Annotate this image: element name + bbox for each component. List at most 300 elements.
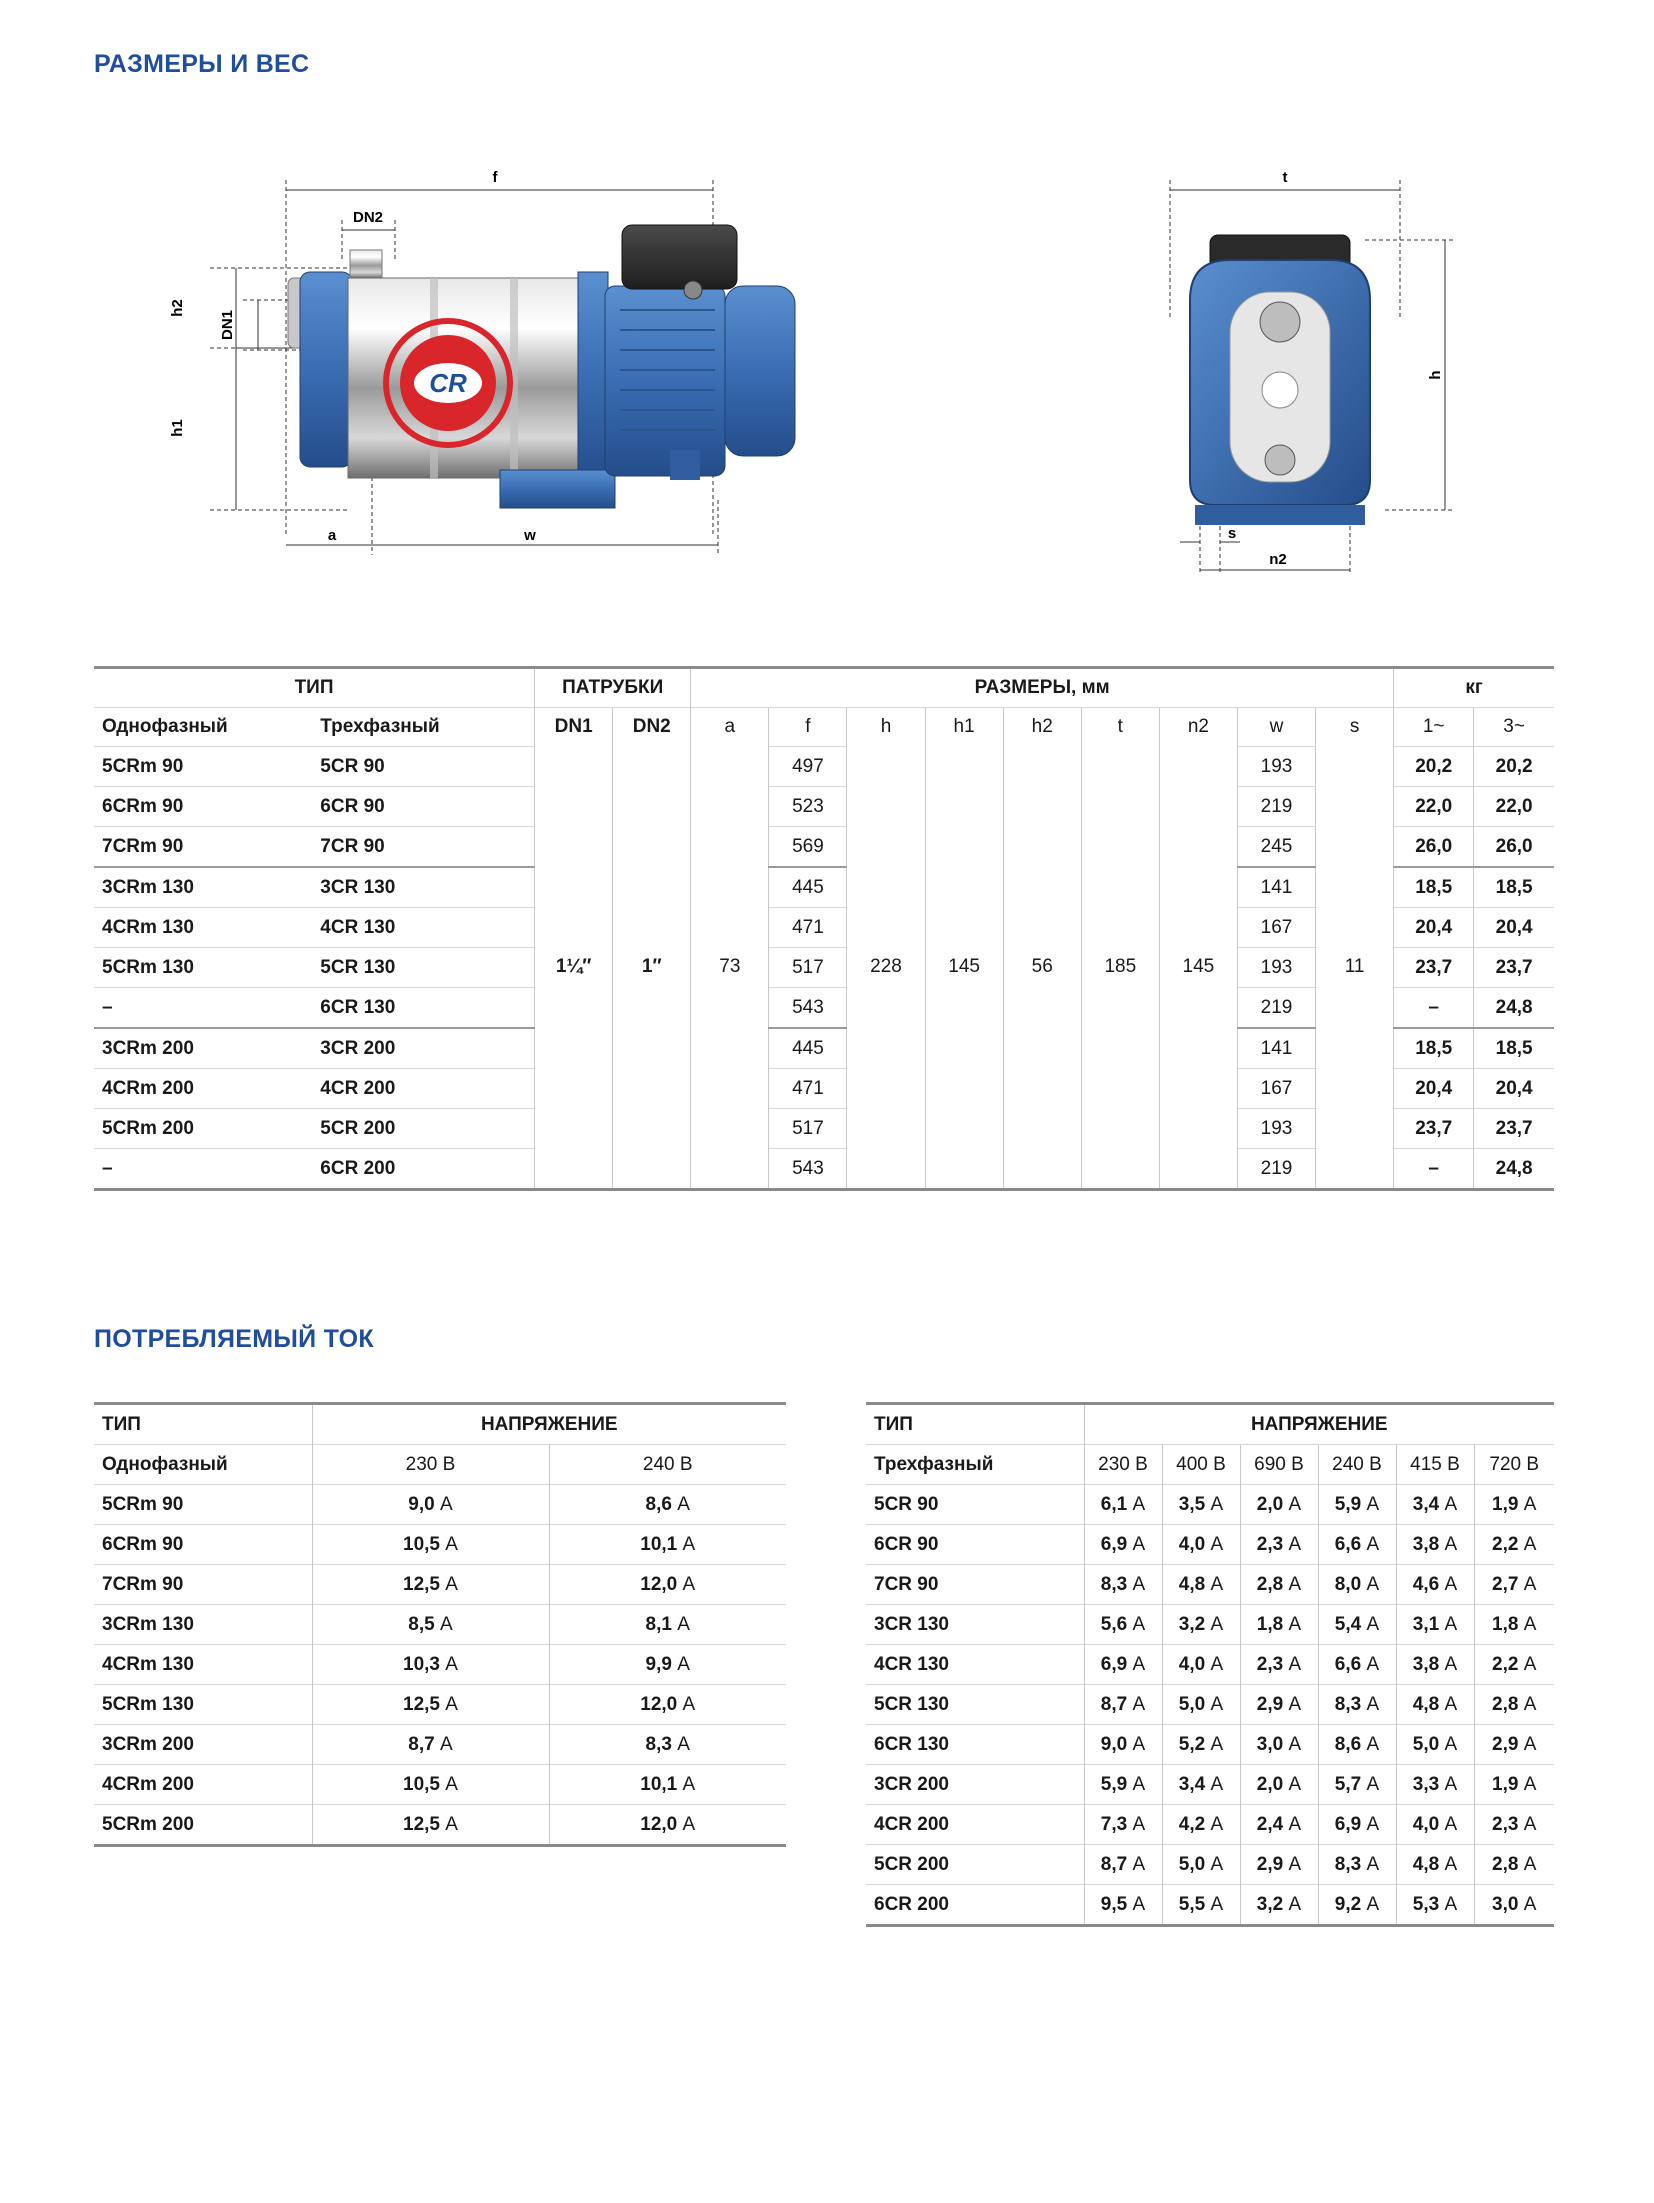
current-value: 2,9 (1256, 1693, 1284, 1715)
cell-w: 141 (1237, 1028, 1315, 1069)
dims-subheader: h2 (1003, 708, 1081, 747)
cell-current (1240, 1565, 1318, 1605)
current-unit: А (677, 1613, 690, 1635)
cell-f: 445 (769, 1028, 847, 1069)
cell-three-phase: 4CR 130 (312, 908, 534, 948)
current-unit: А (445, 1693, 458, 1715)
current-value: 3,5 (1178, 1493, 1206, 1515)
dim-label-w: w (524, 527, 536, 544)
current-value: 2,3 (1256, 1533, 1284, 1555)
cell-current (1162, 1565, 1240, 1605)
current-unit: А (1366, 1733, 1380, 1755)
cell-current (549, 1525, 786, 1565)
current-unit: А (1366, 1533, 1380, 1555)
cell-w: 167 (1237, 908, 1315, 948)
current-value: 8,0 (1334, 1573, 1362, 1595)
table-row (866, 1685, 1554, 1725)
current-unit: А (1444, 1813, 1458, 1835)
current-unit: А (1288, 1613, 1302, 1635)
table-row (94, 1605, 786, 1645)
cell-shared-dn2: 1″ (613, 747, 691, 1190)
cell-current (1162, 1725, 1240, 1765)
cell-single-phase: 3CRm 200 (94, 1028, 312, 1069)
cell-current (1084, 1645, 1162, 1685)
current-value: 9,0 (1100, 1733, 1128, 1755)
current-value: 2,0 (1256, 1493, 1284, 1515)
current-value: 8,3 (645, 1733, 672, 1755)
current-unit: А (1210, 1773, 1224, 1795)
cell-w: 193 (1237, 747, 1315, 787)
cur2-header-phase: Трехфазный (866, 1445, 1084, 1485)
cell-current (1396, 1845, 1474, 1885)
dim-label-t: t (1282, 169, 1288, 186)
current-value: 9,9 (645, 1653, 672, 1675)
current-value: 1,8 (1492, 1613, 1519, 1635)
cell-w: 167 (1237, 1069, 1315, 1109)
current-unit: А (1523, 1693, 1537, 1715)
cur1-header-phase: Однофазный (94, 1445, 312, 1485)
current-value: 5,2 (1178, 1733, 1206, 1755)
current-unit: А (1288, 1573, 1302, 1595)
cell-single-phase: 5CRm 130 (94, 948, 312, 988)
cell-type: 4CR 200 (866, 1805, 1084, 1845)
current-unit: А (1444, 1853, 1458, 1875)
current-unit: А (1210, 1493, 1224, 1515)
current-value: 6,6 (1334, 1533, 1362, 1555)
cell-kg-three: 18,5 (1474, 867, 1554, 908)
svg-text:CR: CR (429, 368, 467, 398)
cell-current (1474, 1885, 1554, 1926)
cell-kg-single: 20,2 (1394, 747, 1474, 787)
cell-type: 4CR 130 (866, 1645, 1084, 1685)
table-row (866, 1725, 1554, 1765)
current-unit: А (1366, 1813, 1380, 1835)
cell-single-phase: 4CRm 200 (94, 1069, 312, 1109)
cell-kg-single: 26,0 (1394, 827, 1474, 868)
cell-current (1318, 1485, 1396, 1525)
current-value: 3,2 (1256, 1893, 1284, 1915)
cell-current (1084, 1725, 1162, 1765)
cell-single-phase: 5CRm 200 (94, 1109, 312, 1149)
table-row (94, 1525, 786, 1565)
cell-w: 141 (1237, 867, 1315, 908)
cell-three-phase: 6CR 90 (312, 787, 534, 827)
cell-f: 543 (769, 988, 847, 1029)
cell-current (312, 1485, 549, 1525)
cell-type: 6CR 200 (866, 1885, 1084, 1926)
cell-type: 5CR 90 (866, 1485, 1084, 1525)
cell-current (1318, 1565, 1396, 1605)
dims-subheader: 3~ (1474, 708, 1554, 747)
cur2-header-volt: 720 В (1474, 1445, 1554, 1485)
cell-kg-single: – (1394, 988, 1474, 1029)
current-value: 5,0 (1178, 1693, 1206, 1715)
cell-current (549, 1605, 786, 1645)
current-unit: А (1523, 1613, 1537, 1635)
current-unit: А (1523, 1533, 1537, 1555)
current-unit: А (1132, 1573, 1146, 1595)
cell-current (1318, 1645, 1396, 1685)
cell-type: 4CRm 130 (94, 1645, 312, 1685)
current-value: 3,1 (1412, 1613, 1440, 1635)
table-row (866, 1805, 1554, 1845)
current-unit: А (1288, 1533, 1302, 1555)
current-unit: А (440, 1613, 453, 1635)
cell-current (1474, 1485, 1554, 1525)
cell-current (549, 1765, 786, 1805)
cell-w: 193 (1237, 948, 1315, 988)
cell-kg-single: 23,7 (1394, 948, 1474, 988)
cell-three-phase: 3CR 200 (312, 1028, 534, 1069)
current-value: 2,8 (1492, 1693, 1519, 1715)
current-value: 5,5 (1178, 1893, 1206, 1915)
current-unit: А (1210, 1573, 1224, 1595)
cell-current (1474, 1765, 1554, 1805)
dims-subheader: f (769, 708, 847, 747)
cell-current (1474, 1725, 1554, 1765)
current-unit: А (1132, 1613, 1146, 1635)
current-unit: А (1444, 1613, 1458, 1635)
cell-current (1240, 1805, 1318, 1845)
cell-current (549, 1685, 786, 1725)
dims-subheader: DN2 (613, 708, 691, 747)
cur2-header-type: ТИП (874, 1413, 913, 1435)
cell-shared-a: 73 (691, 747, 769, 1190)
current-value: 12,5 (403, 1813, 440, 1835)
cell-kg-three: 18,5 (1474, 1028, 1554, 1069)
current-value: 8,7 (408, 1733, 435, 1755)
cell-current (1240, 1645, 1318, 1685)
cell-current (1084, 1765, 1162, 1805)
dim-label-f: f (492, 169, 498, 186)
dims-subheader: h1 (925, 708, 1003, 747)
cell-shared-h2: 56 (1003, 747, 1081, 1190)
current-value: 3,3 (1412, 1773, 1440, 1795)
current-unit: А (1132, 1813, 1146, 1835)
cell-current (549, 1645, 786, 1685)
cell-f: 497 (769, 747, 847, 787)
current-unit: А (1288, 1893, 1302, 1915)
cur1-header-voltage: НАПРЯЖЕНИЕ (312, 1404, 786, 1445)
current-unit: А (1132, 1693, 1146, 1715)
dims-header-sizes: РАЗМЕРЫ, мм (691, 668, 1394, 708)
current-value: 8,3 (1100, 1573, 1128, 1595)
dim-label-s: s (1227, 525, 1237, 542)
cell-single-phase: 3CRm 130 (94, 867, 312, 908)
cell-current (549, 1805, 786, 1846)
cell-shared-h1: 145 (925, 747, 1003, 1190)
cell-current (1240, 1485, 1318, 1525)
dim-label-dn1: DN1 (219, 309, 236, 341)
dims-subheader: t (1081, 708, 1159, 747)
current-value: 5,3 (1412, 1893, 1440, 1915)
dims-subheader: a (691, 708, 769, 747)
dims-subheader: Трехфазный (312, 708, 534, 747)
current-value: 7,3 (1100, 1813, 1128, 1835)
cell-current (1084, 1565, 1162, 1605)
current-value: 4,6 (1412, 1573, 1440, 1595)
current-unit: А (1523, 1733, 1537, 1755)
current-unit: А (445, 1773, 458, 1795)
cell-w: 219 (1237, 988, 1315, 1029)
current-unit: А (1444, 1773, 1458, 1795)
cell-current (1084, 1685, 1162, 1725)
current-unit: А (1366, 1613, 1380, 1635)
cell-three-phase: 3CR 130 (312, 867, 534, 908)
current-unit: А (1288, 1813, 1302, 1835)
current-value: 4,8 (1412, 1693, 1440, 1715)
cell-f: 569 (769, 827, 847, 868)
cell-current (1318, 1605, 1396, 1645)
current-value: 1,8 (1256, 1613, 1284, 1635)
cur1-header-type: ТИП (102, 1413, 141, 1435)
current-unit: А (445, 1573, 458, 1595)
current-value: 6,9 (1100, 1533, 1128, 1555)
cell-current (312, 1765, 549, 1805)
cell-current (1240, 1845, 1318, 1885)
cell-current (1474, 1845, 1554, 1885)
current-unit: А (1366, 1893, 1380, 1915)
table-row (94, 1485, 786, 1525)
cell-type: 4CRm 200 (94, 1765, 312, 1805)
dims-subheader: h (847, 708, 925, 747)
current-unit: А (1132, 1853, 1146, 1875)
cell-kg-three: 20,2 (1474, 747, 1554, 787)
current-value: 4,8 (1178, 1573, 1206, 1595)
cell-kg-single: 22,0 (1394, 787, 1474, 827)
cell-w: 193 (1237, 1109, 1315, 1149)
cell-current (312, 1685, 549, 1725)
cell-current (1240, 1605, 1318, 1645)
cell-type: 7CR 90 (866, 1565, 1084, 1605)
current-value: 2,2 (1492, 1533, 1519, 1555)
current-value: 8,5 (408, 1613, 435, 1635)
cell-current (1084, 1485, 1162, 1525)
current-unit: А (1288, 1733, 1302, 1755)
cell-kg-three: 24,8 (1474, 1149, 1554, 1190)
current-value: 10,1 (640, 1533, 678, 1555)
current-value: 10,3 (403, 1653, 440, 1675)
cell-current (1162, 1885, 1240, 1926)
cell-type: 3CR 130 (866, 1605, 1084, 1645)
cell-shared-t: 185 (1081, 747, 1159, 1190)
cell-current (1162, 1525, 1240, 1565)
current-value: 8,3 (1334, 1693, 1362, 1715)
cell-w: 245 (1237, 827, 1315, 868)
current-value: 6,1 (1100, 1493, 1128, 1515)
current-unit: А (1523, 1893, 1537, 1915)
current-unit: А (1523, 1493, 1537, 1515)
current-value: 2,2 (1492, 1653, 1519, 1675)
current-unit: А (1366, 1653, 1380, 1675)
current-unit: А (1523, 1773, 1537, 1795)
cell-current (1318, 1525, 1396, 1565)
current-unit: А (1210, 1733, 1224, 1755)
cell-current (1396, 1525, 1474, 1565)
table-row (866, 1525, 1554, 1565)
cell-three-phase: 7CR 90 (312, 827, 534, 868)
dim-label-dn2: DN2 (352, 209, 384, 226)
current-value: 12,5 (403, 1573, 440, 1595)
cell-current (1396, 1645, 1474, 1685)
cell-type: 5CR 200 (866, 1845, 1084, 1885)
cell-kg-single: 23,7 (1394, 1109, 1474, 1149)
table-row (866, 1605, 1554, 1645)
cell-single-phase: 4CRm 130 (94, 908, 312, 948)
current-unit: А (1366, 1773, 1380, 1795)
table-row (94, 1645, 786, 1685)
cell-current (1474, 1645, 1554, 1685)
cell-current (312, 1525, 549, 1565)
current-unit: А (682, 1693, 696, 1715)
current-unit: А (1210, 1853, 1224, 1875)
cell-kg-three: 20,4 (1474, 908, 1554, 948)
cell-current (1318, 1685, 1396, 1725)
cell-current (312, 1605, 549, 1645)
current-value: 3,4 (1412, 1493, 1440, 1515)
cell-current (1240, 1725, 1318, 1765)
current-unit: А (445, 1533, 458, 1555)
current-value: 2,9 (1492, 1733, 1519, 1755)
cell-shared-h: 228 (847, 747, 925, 1190)
current-value: 12,0 (640, 1573, 678, 1595)
cell-shared-dn1: 1¼″ (535, 747, 613, 1190)
cell-single-phase: 7CRm 90 (94, 827, 312, 868)
current-unit: А (1366, 1693, 1380, 1715)
current-unit: А (1210, 1813, 1224, 1835)
cell-kg-three: 23,7 (1474, 1109, 1554, 1149)
cell-single-phase: 6CRm 90 (94, 787, 312, 827)
table-row (94, 1685, 786, 1725)
current-unit: А (1132, 1733, 1146, 1755)
dim-label-h1: h1 (169, 419, 186, 437)
current-unit: А (1366, 1573, 1380, 1595)
current-unit: А (445, 1813, 458, 1835)
current-unit: А (1132, 1493, 1146, 1515)
current-value: 2,9 (1256, 1853, 1284, 1875)
current-value: 6,9 (1100, 1653, 1128, 1675)
current-value: 5,4 (1334, 1613, 1362, 1635)
cell-current (1396, 1565, 1474, 1605)
current-unit: А (1523, 1653, 1537, 1675)
cell-current (1396, 1765, 1474, 1805)
cur2-header-volt: 230 В (1084, 1445, 1162, 1485)
current-unit: А (1288, 1693, 1302, 1715)
current-unit: А (440, 1733, 453, 1755)
table-row (94, 1725, 786, 1765)
cell-kg-single: – (1394, 1149, 1474, 1190)
cell-current (1318, 1805, 1396, 1845)
current-unit: А (445, 1653, 458, 1675)
current-value: 8,1 (645, 1613, 672, 1635)
cell-current (1396, 1885, 1474, 1926)
current-unit: А (1444, 1653, 1458, 1675)
section-title-current: ПОТРЕБЛЯЕМЫЙ ТОК (94, 1325, 374, 1353)
cell-f: 471 (769, 1069, 847, 1109)
cell-shared-s: 11 (1316, 747, 1394, 1190)
current-value: 9,0 (408, 1493, 435, 1515)
cell-current (1240, 1885, 1318, 1926)
cell-type: 3CRm 200 (94, 1725, 312, 1765)
cell-type: 6CRm 90 (94, 1525, 312, 1565)
cell-current (312, 1725, 549, 1765)
cell-type: 6CR 90 (866, 1525, 1084, 1565)
cell-current (1396, 1605, 1474, 1645)
current-value: 5,0 (1412, 1733, 1440, 1755)
cell-type: 7CRm 90 (94, 1565, 312, 1605)
cell-three-phase: 5CR 200 (312, 1109, 534, 1149)
current-value: 3,2 (1178, 1613, 1206, 1635)
cell-three-phase: 6CR 130 (312, 988, 534, 1029)
cur2-header-volt: 400 В (1162, 1445, 1240, 1485)
cell-current (1162, 1685, 1240, 1725)
cell-current (549, 1565, 786, 1605)
cell-current (1084, 1525, 1162, 1565)
dim-label-h: h (1427, 370, 1444, 380)
cell-w: 219 (1237, 787, 1315, 827)
cell-three-phase: 4CR 200 (312, 1069, 534, 1109)
cur2-header-voltage: НАПРЯЖЕНИЕ (1084, 1404, 1554, 1445)
table-row (94, 747, 1554, 787)
current-value: 3,8 (1412, 1653, 1440, 1675)
current-value: 8,7 (1100, 1693, 1128, 1715)
cell-current (1396, 1485, 1474, 1525)
current-unit: А (1444, 1733, 1458, 1755)
table-row (94, 1765, 786, 1805)
current-value: 9,2 (1334, 1893, 1362, 1915)
current-unit: А (682, 1773, 696, 1795)
cell-kg-single: 20,4 (1394, 908, 1474, 948)
cell-current (312, 1565, 549, 1605)
cell-f: 543 (769, 1149, 847, 1190)
table-row (866, 1885, 1554, 1926)
dims-header-ports: ПАТРУБКИ (535, 668, 691, 708)
current-value: 1,9 (1492, 1773, 1519, 1795)
cell-current (1162, 1765, 1240, 1805)
cell-single-phase: 5CRm 90 (94, 747, 312, 787)
pump-front-drawing (1160, 160, 1480, 580)
cell-current (549, 1485, 786, 1525)
current-unit: А (682, 1573, 696, 1595)
current-value: 2,4 (1256, 1813, 1284, 1835)
current-value: 12,5 (403, 1693, 440, 1715)
current-unit: А (1288, 1773, 1302, 1795)
cell-current (1162, 1485, 1240, 1525)
cell-w: 219 (1237, 1149, 1315, 1190)
current-value: 6,6 (1334, 1653, 1362, 1675)
cell-f: 517 (769, 1109, 847, 1149)
current-unit: А (1444, 1533, 1458, 1555)
cell-current (1162, 1805, 1240, 1845)
table-row (866, 1845, 1554, 1885)
cell-kg-single: 18,5 (1394, 1028, 1474, 1069)
current-unit: А (1366, 1493, 1380, 1515)
dims-subheader: w (1237, 708, 1315, 747)
table-row (94, 1565, 786, 1605)
current-value: 3,0 (1256, 1733, 1284, 1755)
current-value: 12,0 (640, 1693, 678, 1715)
cell-current (1240, 1685, 1318, 1725)
cell-type: 5CRm 130 (94, 1685, 312, 1725)
cell-current (1162, 1605, 1240, 1645)
section-title-sizes: РАЗМЕРЫ И ВЕС (94, 50, 310, 78)
current-value: 8,7 (1100, 1853, 1128, 1875)
table-row (866, 1765, 1554, 1805)
current-three-phase-table (866, 1402, 1554, 1927)
current-unit: А (677, 1493, 690, 1515)
cell-current (1084, 1845, 1162, 1885)
current-value: 6,9 (1334, 1813, 1362, 1835)
